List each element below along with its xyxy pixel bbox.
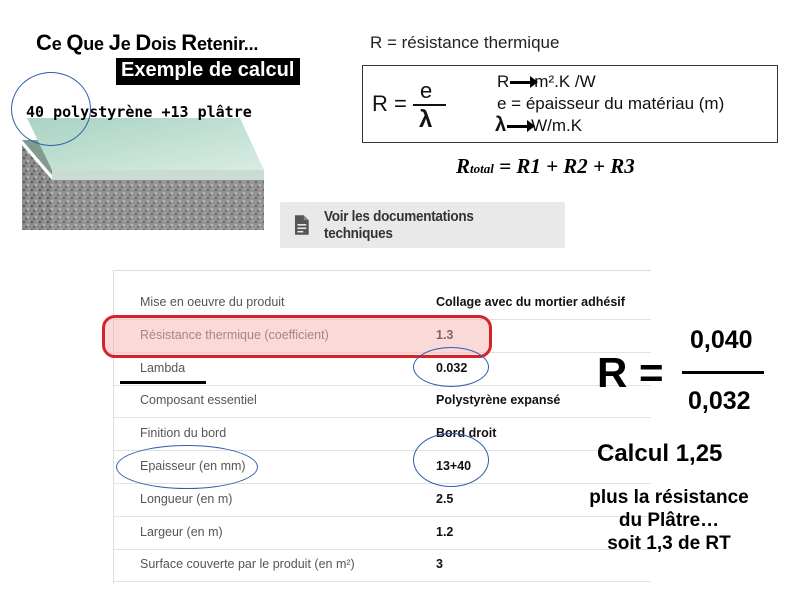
title-part: Q (66, 30, 84, 55)
annotation-circle (413, 347, 489, 387)
arrow-icon (510, 81, 532, 84)
row-value: 1.2 (436, 524, 454, 539)
title-part: ue (83, 34, 109, 54)
row-value: 13+40 (436, 459, 472, 473)
documentation-button-label: Voir les documentations techniques (323, 208, 474, 242)
formula-denominator: λ (419, 106, 433, 133)
row-label: Surface couverte par le produit (en m²) (140, 557, 355, 572)
annotation-circle (413, 433, 489, 487)
title-part: R (181, 30, 197, 55)
legend-r-symbol: R (497, 72, 510, 91)
documentation-button[interactable] (280, 202, 565, 248)
legend-e: e = épaisseur du matériau (m) (497, 94, 725, 113)
row-value: Collage avec du mortier adhésif (436, 295, 625, 309)
annotation-circle (11, 72, 91, 146)
image-caption: 40 polystyrène +13 plâtre (26, 103, 252, 121)
table-row (114, 385, 651, 418)
row-value: Polystyrène expansé (436, 393, 561, 408)
row-label: Epaisseur (en mm) (140, 459, 246, 473)
annotation-circle (116, 445, 258, 489)
calc-r-equals: R = (597, 349, 664, 396)
calc-denominator: 0,032 (688, 387, 751, 415)
title-part: D (135, 30, 152, 55)
subtitle-banner: Exemple de calcul (116, 58, 300, 85)
document-icon (294, 215, 310, 235)
formula-numerator: e (420, 78, 433, 103)
row-value: 0.032 (436, 360, 468, 375)
calc-note-line: plus la résistance (589, 487, 749, 508)
calc-numerator: 0,040 (690, 326, 753, 354)
title-part: ois (151, 34, 182, 54)
row-value: 3 (436, 557, 443, 572)
row-value: 2.5 (436, 491, 454, 506)
title-part: C (36, 30, 52, 55)
legend-r (497, 72, 596, 92)
arrow-icon (507, 125, 529, 128)
rtotal-formula (456, 154, 635, 179)
resistance-definition: R = résistance thermique (370, 33, 560, 52)
legend-lambda-symbol: λ (495, 114, 507, 136)
row-value: Bord droit (436, 426, 497, 441)
rtotal-rest: = R1 + R2 + R3 (493, 154, 635, 178)
title-part: J (108, 30, 121, 55)
calc-note (556, 486, 782, 555)
title-part: e (51, 34, 67, 54)
underline-mark (120, 381, 206, 384)
calc-fraction-line (682, 371, 764, 374)
rtotal-r: R (456, 154, 471, 178)
row-label: Composant essentiel (140, 393, 257, 408)
calc-note-line: soit 1,3 de RT (607, 533, 731, 554)
calc-result: Calcul 1,25 (597, 440, 723, 467)
page-title (36, 30, 258, 56)
legend-lambda (495, 114, 582, 137)
rtotal-subscript: total (470, 161, 494, 176)
legend-r-unit: m².K /W (534, 72, 596, 91)
row-label: Mise en oeuvre du produit (140, 295, 285, 309)
formula-r-equals: R = (372, 91, 407, 116)
calc-note-line: du Plâtre… (618, 510, 720, 531)
row-label: Largeur (en m) (140, 524, 223, 539)
row-label: Lambda (140, 360, 186, 375)
title-part: etenir... (196, 34, 259, 54)
row-label: Finition du bord (140, 426, 227, 441)
title-part: e (120, 34, 136, 54)
row-label: Longueur (en m) (140, 491, 233, 506)
legend-lambda-unit: W/m.K (531, 116, 583, 135)
